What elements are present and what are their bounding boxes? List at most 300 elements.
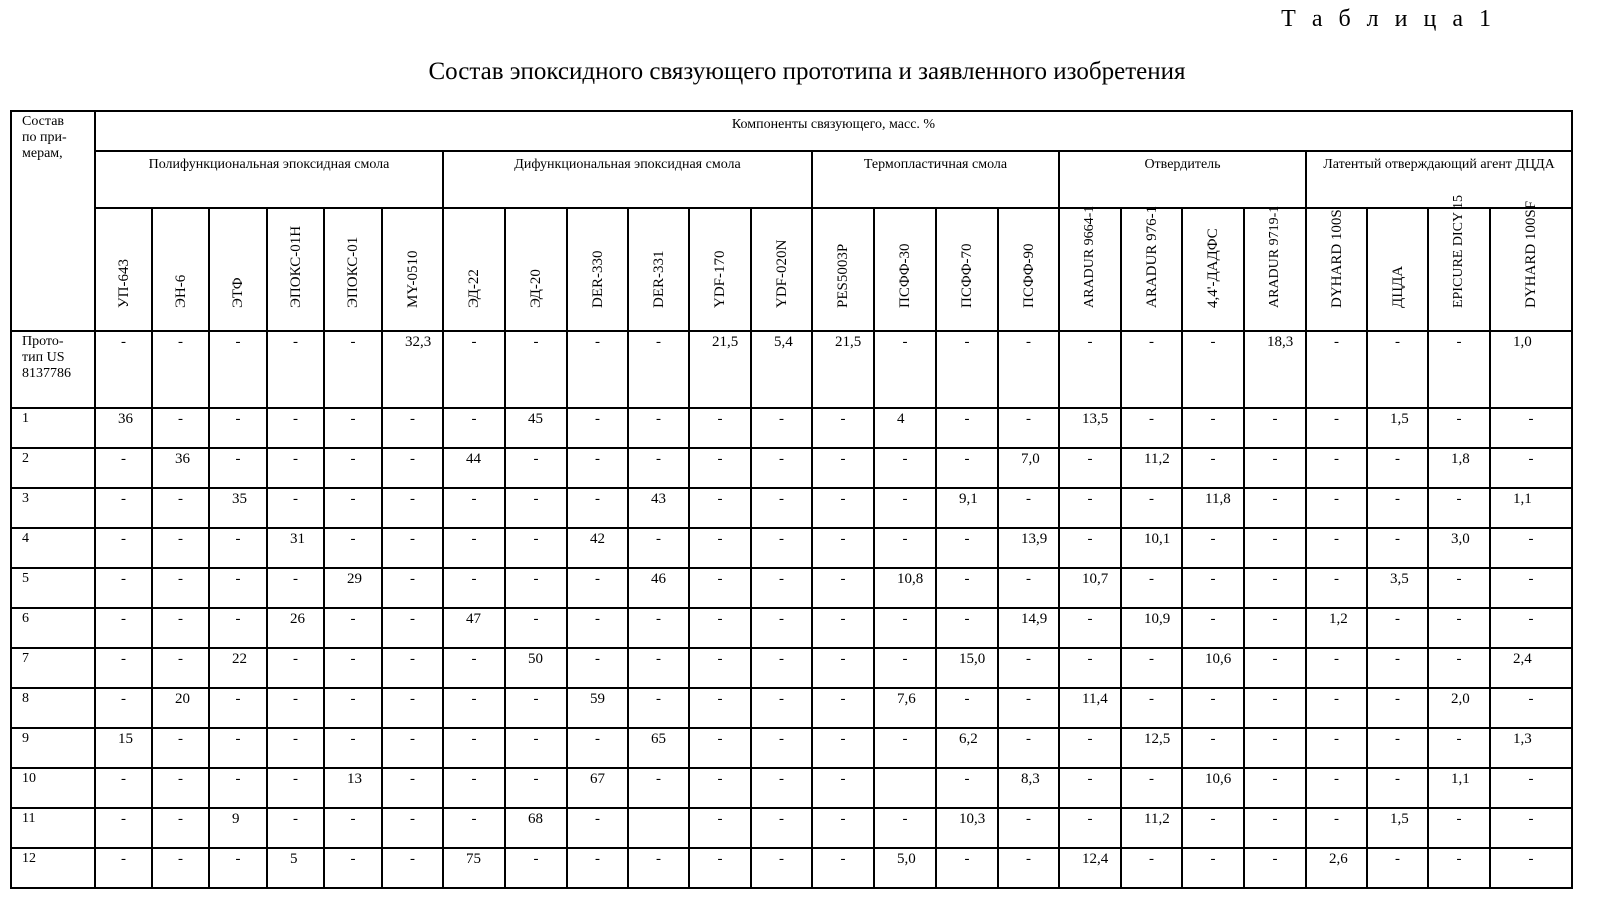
column-header-label: EPICURE DICY 15 <box>1451 195 1467 308</box>
cell-value: - <box>1088 451 1093 467</box>
cell-value: - <box>903 451 908 467</box>
column-header <box>94 207 151 330</box>
table-cell <box>381 447 442 487</box>
cell-value: 10,6 <box>1205 771 1231 787</box>
table-cell <box>94 807 151 847</box>
table-cell <box>1366 407 1427 447</box>
row-label: 7 <box>22 651 94 667</box>
table-cell <box>997 807 1058 847</box>
cell-value: - <box>1457 491 1462 507</box>
table-cell <box>997 487 1058 527</box>
table-cell <box>688 407 750 447</box>
row-label: Прото- тип US 8137786 <box>22 334 80 382</box>
column-header <box>504 207 566 330</box>
table-cell <box>442 447 504 487</box>
table-cell <box>323 647 381 687</box>
cell-value: 1,8 <box>1451 451 1470 467</box>
table-cell <box>1181 767 1243 807</box>
cell-value: - <box>351 651 356 667</box>
cell-value: - <box>1211 411 1216 427</box>
cell-value: - <box>1273 851 1278 867</box>
table-cell <box>94 447 151 487</box>
table-cell <box>1489 767 1571 807</box>
cell-value: 6,2 <box>959 731 978 747</box>
table-cell <box>504 647 566 687</box>
table-cell <box>1489 567 1571 607</box>
cell-value: - <box>236 451 241 467</box>
column-header-label: УП-643 <box>116 259 132 308</box>
cell-value: 15 <box>118 731 133 747</box>
cell-value: - <box>178 771 183 787</box>
table-cell <box>1243 487 1305 527</box>
table-cell <box>935 807 997 847</box>
column-header <box>381 207 442 330</box>
cell-value: - <box>1395 531 1400 547</box>
cell-value: - <box>965 691 970 707</box>
column-header-label: ARADUR 9664-1 <box>1082 206 1098 308</box>
cell-value: - <box>1529 771 1534 787</box>
column-header-label: ЭД-22 <box>466 269 482 308</box>
cell-value: - <box>1395 851 1400 867</box>
table-cell <box>1120 487 1181 527</box>
table-cell <box>208 407 266 447</box>
table-cell <box>266 647 323 687</box>
table-cell <box>1243 687 1305 727</box>
cell-value: - <box>595 571 600 587</box>
cell-value: 36 <box>118 411 133 427</box>
cell-value: - <box>293 491 298 507</box>
cell-value: - <box>534 451 539 467</box>
cell-value: - <box>595 651 600 667</box>
cell-value: - <box>718 411 723 427</box>
table-cell <box>94 847 151 887</box>
table-cell <box>1120 607 1181 647</box>
cell-value: - <box>718 491 723 507</box>
table-cell <box>1181 647 1243 687</box>
cell-value: - <box>472 771 477 787</box>
table-cell <box>566 527 627 567</box>
cell-value: - <box>965 411 970 427</box>
cell-value: - <box>1529 531 1534 547</box>
table-cell <box>811 687 873 727</box>
cell-value: 20 <box>175 691 190 707</box>
row-label-cell <box>10 847 94 887</box>
table-cell <box>566 447 627 487</box>
column-header <box>750 207 811 330</box>
column-header <box>811 207 873 330</box>
cell-value: - <box>779 851 784 867</box>
table-cell <box>1120 527 1181 567</box>
cell-value: 10,1 <box>1144 531 1170 547</box>
column-header-label: ПСФФ-90 <box>1021 243 1037 308</box>
table-cell <box>873 807 935 847</box>
table-cell <box>935 330 997 407</box>
table-cell <box>381 847 442 887</box>
table-cell <box>1058 567 1120 607</box>
table-cell <box>381 647 442 687</box>
table-cell <box>997 607 1058 647</box>
table-cell <box>1120 847 1181 887</box>
cell-value: - <box>472 571 477 587</box>
cell-value: 5,4 <box>774 334 793 350</box>
cell-value: - <box>1334 334 1339 350</box>
table-cell <box>442 407 504 447</box>
cell-value: - <box>1026 851 1031 867</box>
table-cell <box>873 647 935 687</box>
cell-value: - <box>1026 811 1031 827</box>
cell-value: 11,2 <box>1144 451 1170 467</box>
table-cell <box>381 527 442 567</box>
cell-value: - <box>236 611 241 627</box>
row-label: 11 <box>22 811 94 827</box>
cell-value: - <box>351 451 356 467</box>
group-header <box>94 150 442 207</box>
table-cell <box>997 647 1058 687</box>
cell-value: - <box>121 651 126 667</box>
table-cell <box>1489 447 1571 487</box>
table-cell <box>208 807 266 847</box>
cell-value: - <box>236 571 241 587</box>
table-cell <box>873 447 935 487</box>
cell-value: - <box>1026 651 1031 667</box>
table-cell <box>151 567 208 607</box>
table-cell <box>566 687 627 727</box>
cell-value: - <box>1395 771 1400 787</box>
column-header-label: ЭН-6 <box>173 275 189 308</box>
cell-value: - <box>410 571 415 587</box>
table-cell <box>566 847 627 887</box>
column-header-label: DYHARD 100SF <box>1523 201 1539 308</box>
table-cell <box>1305 607 1366 647</box>
cell-value: - <box>779 451 784 467</box>
cell-value: 10,6 <box>1205 651 1231 667</box>
column-header-label: ARADUR 9719-1 <box>1267 206 1283 308</box>
cell-value: - <box>718 611 723 627</box>
table-cell <box>1243 807 1305 847</box>
cell-value: - <box>595 491 600 507</box>
table-cell <box>1489 407 1571 447</box>
cell-value: - <box>1457 731 1462 747</box>
table-cell <box>566 407 627 447</box>
table-cell <box>1305 647 1366 687</box>
cell-value: - <box>351 491 356 507</box>
table-cell <box>1489 647 1571 687</box>
group-header <box>811 150 1058 207</box>
cell-value: - <box>351 411 356 427</box>
column-header-label: ЭПОКС-01Н <box>288 226 304 308</box>
table-cell <box>566 727 627 767</box>
cell-value: - <box>841 611 846 627</box>
table-label: Т а б л и ц а 1 <box>1281 6 1496 33</box>
table-cell <box>1427 687 1489 727</box>
cell-value: - <box>841 411 846 427</box>
cell-value: - <box>1457 411 1462 427</box>
cell-value: 3,5 <box>1390 571 1409 587</box>
table-cell <box>1058 527 1120 567</box>
table-cell <box>266 407 323 447</box>
column-header <box>688 207 750 330</box>
row-label-cell <box>10 527 94 567</box>
table-cell <box>1058 330 1120 407</box>
table-cell <box>1305 687 1366 727</box>
row-label: 9 <box>22 731 94 747</box>
cell-value: - <box>779 411 784 427</box>
table-cell <box>935 847 997 887</box>
cell-value: - <box>236 691 241 707</box>
cell-value: - <box>1334 651 1339 667</box>
cell-value: - <box>1026 731 1031 747</box>
table-cell <box>873 567 935 607</box>
table-cell <box>323 767 381 807</box>
column-header-label: DYHARD 100S <box>1329 209 1345 308</box>
cell-value: 15,0 <box>959 651 985 667</box>
cell-value: - <box>595 451 600 467</box>
table-cell <box>811 567 873 607</box>
cell-value: - <box>1273 731 1278 747</box>
cell-value: - <box>534 334 539 350</box>
cell-value: 1,5 <box>1390 411 1409 427</box>
cell-value: 7,6 <box>897 691 916 707</box>
table-cell <box>1181 807 1243 847</box>
table-cell <box>873 687 935 727</box>
table-cell <box>266 607 323 647</box>
cell-value: - <box>1395 731 1400 747</box>
cell-value: - <box>779 531 784 547</box>
table-cell <box>1305 407 1366 447</box>
table-cell <box>566 567 627 607</box>
table-cell <box>1120 687 1181 727</box>
column-header <box>566 207 627 330</box>
table-cell <box>1366 847 1427 887</box>
cell-value: - <box>472 334 477 350</box>
cell-value: - <box>472 531 477 547</box>
cell-value: - <box>121 531 126 547</box>
row-label-cell <box>10 330 94 407</box>
cell-value: - <box>293 451 298 467</box>
cell-value: 65 <box>651 731 666 747</box>
table-cell <box>208 487 266 527</box>
table-cell <box>1366 767 1427 807</box>
cell-value: 10,7 <box>1082 571 1108 587</box>
cell-value: - <box>178 531 183 547</box>
table-cell <box>873 527 935 567</box>
cell-value: 9,1 <box>959 491 978 507</box>
cell-value: 3,0 <box>1451 531 1470 547</box>
table-cell <box>1058 607 1120 647</box>
cell-value: - <box>656 851 661 867</box>
cell-value: 11,2 <box>1144 811 1170 827</box>
table-cell <box>94 527 151 567</box>
cell-value: - <box>1529 411 1534 427</box>
cell-value: - <box>1088 611 1093 627</box>
cell-value: - <box>965 851 970 867</box>
cell-value: 1,1 <box>1513 491 1532 507</box>
table-cell <box>1181 447 1243 487</box>
cell-value: - <box>410 531 415 547</box>
table-cell <box>750 487 811 527</box>
table-cell <box>1366 447 1427 487</box>
cell-value: 4 <box>897 411 905 427</box>
cell-value: - <box>1273 771 1278 787</box>
table-cell <box>381 407 442 447</box>
cell-value: - <box>1334 451 1339 467</box>
cell-value: - <box>534 731 539 747</box>
table-cell <box>811 727 873 767</box>
cell-value: - <box>1334 411 1339 427</box>
table-cell <box>1366 607 1427 647</box>
cell-value: 75 <box>466 851 481 867</box>
cell-value: 1,2 <box>1329 611 1348 627</box>
cell-value: - <box>1334 691 1339 707</box>
table-cell <box>566 647 627 687</box>
cell-value: - <box>351 611 356 627</box>
table-cell <box>208 767 266 807</box>
table-cell <box>504 847 566 887</box>
cell-value: - <box>1088 651 1093 667</box>
cell-value: - <box>1149 411 1154 427</box>
cell-value: - <box>718 771 723 787</box>
cell-value: - <box>656 411 661 427</box>
table-cell <box>504 727 566 767</box>
table-cell <box>266 567 323 607</box>
cell-value: - <box>178 334 183 350</box>
table-cell <box>266 727 323 767</box>
cell-value: - <box>236 411 241 427</box>
cell-value: - <box>779 731 784 747</box>
cell-value: - <box>718 851 723 867</box>
cell-value: - <box>1026 334 1031 350</box>
cell-value: - <box>1529 851 1534 867</box>
table-cell <box>1366 647 1427 687</box>
table-cell <box>566 487 627 527</box>
table-cell <box>627 527 688 567</box>
cell-value: - <box>472 411 477 427</box>
table-cell <box>566 807 627 847</box>
column-header <box>1366 207 1427 330</box>
column-header-label: ЭД-20 <box>528 269 544 308</box>
cell-value: - <box>595 731 600 747</box>
table-cell <box>208 647 266 687</box>
cell-value: 44 <box>466 451 481 467</box>
cell-value: - <box>472 811 477 827</box>
table-cell <box>566 330 627 407</box>
cell-value: - <box>718 691 723 707</box>
cell-value: - <box>1211 334 1216 350</box>
cell-value: - <box>351 531 356 547</box>
cell-value: - <box>293 771 298 787</box>
cell-value: 21,5 <box>712 334 738 350</box>
cell-value: - <box>1395 451 1400 467</box>
cell-value: 13 <box>347 771 362 787</box>
cell-value: - <box>841 651 846 667</box>
column-header <box>1305 207 1366 330</box>
table-cell <box>1120 727 1181 767</box>
row-label-cell <box>10 687 94 727</box>
table-cell <box>266 807 323 847</box>
table-cell <box>151 407 208 447</box>
table-cell <box>323 687 381 727</box>
cell-value: - <box>1211 611 1216 627</box>
table-cell <box>1058 447 1120 487</box>
table-cell <box>1181 407 1243 447</box>
cell-value: - <box>410 411 415 427</box>
table-cell <box>873 330 935 407</box>
cell-value: - <box>1273 491 1278 507</box>
cell-value: 2,6 <box>1329 851 1348 867</box>
cell-value: - <box>1334 731 1339 747</box>
cell-value: 35 <box>232 491 247 507</box>
cell-value: - <box>410 691 415 707</box>
cell-value: - <box>656 611 661 627</box>
table-cell <box>151 487 208 527</box>
table-cell <box>1181 487 1243 527</box>
cell-value: - <box>534 531 539 547</box>
cell-value: - <box>656 771 661 787</box>
table-cell <box>1489 687 1571 727</box>
table-cell <box>627 767 688 807</box>
table-cell <box>381 487 442 527</box>
table-cell <box>94 687 151 727</box>
cell-value: - <box>1273 691 1278 707</box>
cell-value: - <box>841 771 846 787</box>
table-cell <box>688 687 750 727</box>
row-label-cell <box>10 727 94 767</box>
table-cell <box>1366 487 1427 527</box>
table-cell <box>935 727 997 767</box>
column-header-label: DER-330 <box>590 251 606 309</box>
cell-value: - <box>1273 451 1278 467</box>
column-header <box>442 207 504 330</box>
table-cell <box>935 567 997 607</box>
row-label-cell <box>10 407 94 447</box>
cell-value: - <box>410 851 415 867</box>
cell-value: 2,4 <box>1513 651 1532 667</box>
table-cell <box>504 687 566 727</box>
table-cell <box>266 330 323 407</box>
cell-value: - <box>121 451 126 467</box>
table-cell <box>504 487 566 527</box>
cell-value: - <box>1149 691 1154 707</box>
cell-value: - <box>1088 334 1093 350</box>
table-cell <box>94 567 151 607</box>
cell-value: - <box>293 731 298 747</box>
cell-value: - <box>1088 491 1093 507</box>
column-header <box>1489 207 1571 330</box>
table-cell <box>750 330 811 407</box>
table-cell <box>627 727 688 767</box>
cell-value: - <box>718 531 723 547</box>
column-header-label: PES5003P <box>835 244 851 308</box>
group-header <box>442 150 811 207</box>
cell-value: - <box>1457 651 1462 667</box>
cell-value: - <box>236 531 241 547</box>
table-cell <box>504 607 566 647</box>
table-cell <box>997 407 1058 447</box>
cell-value: - <box>903 611 908 627</box>
table-cell <box>997 527 1058 567</box>
table-cell <box>1181 567 1243 607</box>
cell-value: - <box>1529 451 1534 467</box>
table-cell <box>442 807 504 847</box>
cell-value: - <box>1457 611 1462 627</box>
cell-value: - <box>1026 571 1031 587</box>
cell-value: - <box>718 811 723 827</box>
cell-value: - <box>1088 811 1093 827</box>
table-cell <box>811 447 873 487</box>
row-label: 8 <box>22 691 94 707</box>
cell-value: 36 <box>175 451 190 467</box>
cell-value: - <box>1149 334 1154 350</box>
